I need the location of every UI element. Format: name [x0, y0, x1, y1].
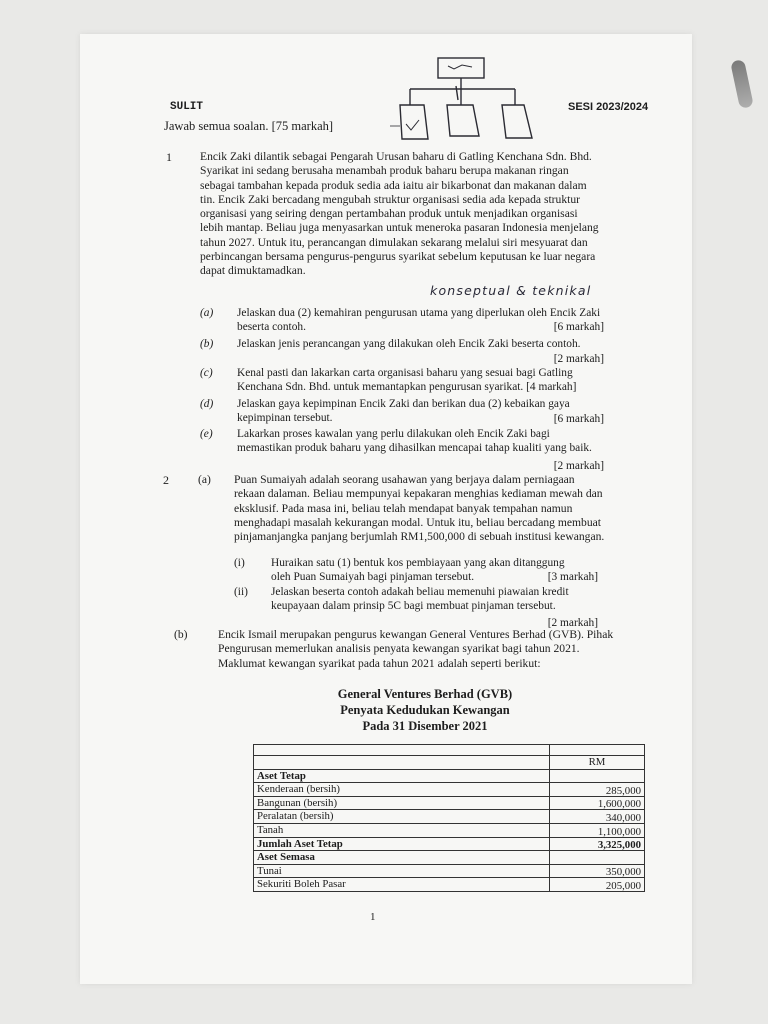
table-row: Peralatan (bersih) 340,000: [254, 810, 645, 824]
header-sulit: SULIT: [170, 101, 204, 113]
q2a-line: Puan Sumaiyah adalah seorang usahawan yang berjaya dalam perniagaan: [234, 473, 575, 486]
q1-line: lebih mantap. Beliau juga menyasarkan untuk meneroka pasaran Indonesia menjelang: [200, 221, 599, 235]
table-row: Kenderaan (bersih) 285,000: [254, 783, 645, 797]
statement-name-title: Penyata Kedudukan Kewangan: [340, 703, 510, 717]
q1-line: organisasi yang seiring dengan pertambahan produk untuk menjadikan organisasi: [200, 207, 578, 221]
financial-position-table: [253, 744, 645, 892]
q1-line: Encik Zaki dilantik sebagai Pengarah Urusan baharu di Gatling Kenchana Sdn. Bhd.: [200, 150, 592, 163]
part-marks: [6 markah]: [553, 321, 604, 333]
q2b-label: (b): [174, 628, 188, 641]
statement-company-title: General Ventures Berhad (GVB): [337, 687, 513, 701]
handwritten-note: konseptual & teknikal: [430, 283, 592, 298]
currency-header: RM: [550, 756, 645, 770]
q2a-line: eksklusif. Pada masa ini, beliau telah mendapat banyak tempahan namun: [234, 501, 573, 515]
part-label: (a): [200, 307, 214, 319]
table-blank-row: [254, 745, 645, 756]
part-text: Jelaskan beserta contoh adakah beliau memenuhi piawaian kredit keupayaan dalam prinsip 5C bagi membuat pinjaman tersebut.: [271, 586, 569, 612]
q1-line: dapat dimuktamadkan.: [200, 264, 306, 278]
table-row: Tanah 1,100,000: [254, 823, 645, 837]
q2a-line: pinjamanjangka panjang berjumlah RM1,500,000 di sebuah institusi kewangan.: [234, 530, 605, 544]
q2a-body: [234, 473, 634, 544]
table-row: Jumlah Aset Tetap 3,325,000: [254, 837, 645, 851]
part-marks: [3 markah]: [547, 571, 598, 583]
q2b-line: Pengurusan memerlukan analisis penyata kewangan syarikat bagi tahun 2021.: [218, 642, 580, 656]
org-chart-sketch: [390, 52, 550, 152]
part-marks: [2 markah]: [553, 460, 604, 472]
part-label: (e): [200, 428, 213, 440]
part-marks: [2 markah]: [553, 353, 604, 365]
question-2-number: 2: [163, 473, 169, 487]
part-text: Jelaskan dua (2) kemahiran pengurusan utama yang diperlukan oleh Encik Zaki beserta contoh.: [237, 307, 601, 333]
table-row: Tunai 350,000: [254, 864, 645, 878]
part-text: Jelaskan gaya kepimpinan Encik Zaki dan berikan dua (2) kebaikan gaya kepimpinan tersebut.: [237, 398, 570, 424]
table-header-row: [254, 756, 645, 770]
part-label: (i): [234, 557, 245, 569]
exam-instruction: Jawab semua soalan. [75 markah]: [164, 119, 334, 133]
q1-line: Syarikat ini sedang berusaha menambah produk baharu berupa makanan ringan: [200, 164, 569, 178]
scan-smudge: [730, 59, 754, 109]
q2b-line: Maklumat kewangan syarikat pada tahun 2021 adalah seperti berikut:: [218, 656, 541, 670]
q1-line: tahun 2027. Untuk itu, perancangan dimulakan sekarang melalui siri mesyuarat dan: [200, 235, 588, 249]
part-text: Jelaskan jenis perancangan yang dilakukan oleh Encik Zaki beserta contoh.: [237, 338, 581, 350]
statement-date-title: Pada 31 Disember 2021: [362, 719, 488, 733]
part-label: (d): [200, 398, 214, 410]
q1-line: tin. Encik Zaki bercadang mengubah struktur organisasi sedia ada kepada struktur: [200, 192, 581, 206]
part-text: Lakarkan proses kawalan yang perlu dilakukan oleh Encik Zaki bagi memastikan produk baharu yang dihasilkan mencapai tahap kualiti yang baik.: [237, 428, 592, 454]
part-label: (c): [200, 367, 213, 379]
q2a-label: (a): [198, 473, 211, 486]
q1-line: perbincangan bersama pengurus-pengurus syarikat sebelum keputusan ke luar negara: [200, 250, 596, 264]
table-row: Sekuriti Boleh Pasar 205,000: [254, 878, 645, 892]
part-text: Kenal pasti dan lakarkan carta organisasi baharu yang sesuai bagi Gatling Kenchana Sdn. Bhd. untuk memantapkan pengurusan syarikat. [4 markah]: [237, 367, 577, 393]
question-1-number: 1: [166, 150, 172, 164]
question-1-body: [200, 150, 640, 279]
q2b-body: [218, 628, 638, 671]
part-text: Huraikan satu (1) bentuk kos pembiayaan yang akan ditanggung oleh Puan Sumaiyah bagi pinjaman tersebut.: [271, 557, 565, 583]
part-marks: [2 markah]: [547, 617, 598, 629]
part-label: (ii): [234, 586, 248, 598]
part-marks: [6 markah]: [553, 413, 604, 425]
table-row: Bangunan (bersih) 1,600,000: [254, 796, 645, 810]
part-label: (b): [200, 338, 214, 350]
q2a-line: rekaan dalaman. Beliau mempunyai kepakaran menghias kediaman mewah dan: [234, 487, 603, 501]
q2a-line: menghadapi masalah kekurangan modal. Untuk itu, beliau bercadang membuat: [234, 515, 602, 529]
table-row: Aset Tetap: [254, 769, 645, 783]
q2b-line: Encik Ismail merupakan pengurus kewangan General Ventures Berhad (GVB). Pihak: [218, 628, 614, 641]
table-row: Aset Semasa: [254, 851, 645, 865]
page-number: 1: [370, 911, 376, 923]
header-session: SESI 2023/2024: [568, 101, 649, 113]
q1-line: sebagai tambahan kepada produk sedia ada iaitu air bikarbonat dan makanan dalam: [200, 178, 587, 192]
